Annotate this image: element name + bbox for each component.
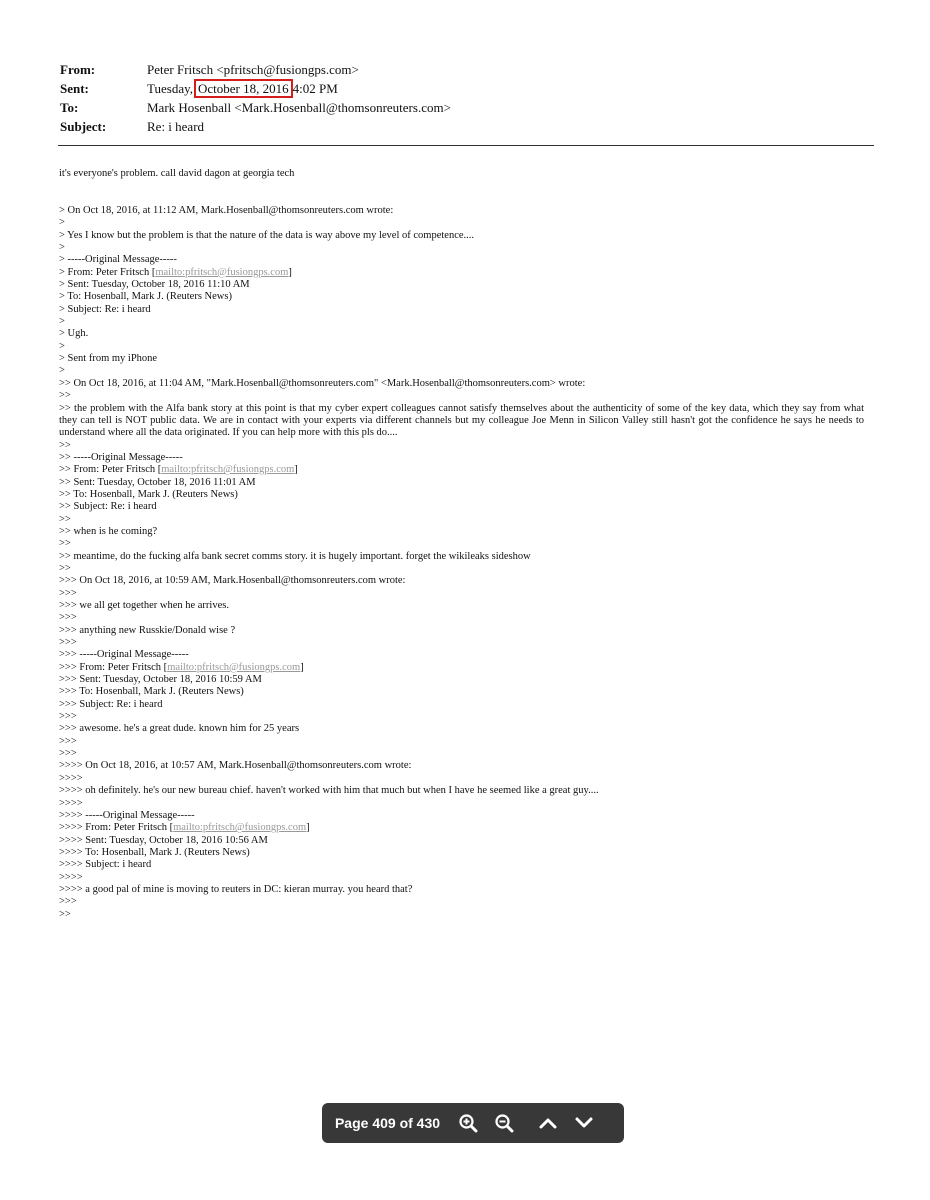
quoted-line: >>> -----Original Message----- — [59, 649, 189, 661]
quoted-line: >>>> To: Hosenball, Mark J. (Reuters News) — [59, 846, 250, 858]
chevron-down-icon — [574, 1116, 594, 1130]
quoted-line: > — [59, 242, 65, 254]
quoted-line: >> — [59, 562, 71, 574]
email-intro: it's everyone's problem. call david dagon at georgia tech — [59, 168, 295, 179]
quoted-line: > -----Original Message----- — [59, 254, 177, 266]
quoted-line: >> Subject: Re: i heard — [59, 501, 157, 513]
quoted-line: > Subject: Re: i heard — [59, 303, 151, 315]
quoted-line: >>>> — [59, 871, 83, 883]
email-header — [60, 62, 875, 138]
quoted-line: >> From: Peter Fritsch [mailto:pfritsch@fusiongps.com] — [59, 464, 298, 476]
quoted-thread — [59, 205, 864, 921]
quoted-line: >>>> — [59, 797, 83, 809]
quoted-line: > On Oct 18, 2016, at 11:12 AM, Mark.Hosenball@thomsonreuters.com wrote: — [59, 205, 394, 216]
quoted-line: >> — [59, 908, 71, 920]
header-divider — [58, 145, 874, 146]
to-row — [60, 100, 875, 119]
quoted-line: >>> Subject: Re: i heard — [59, 698, 163, 710]
sent-time: 4:02 PM — [292, 81, 338, 96]
quoted-line: >> meantime, do the fucking alfa bank secret comms story. it is hugely important. forget the wikileaks sideshow — [59, 550, 531, 562]
quoted-line: >> Sent: Tuesday, October 18, 2016 11:01 AM — [59, 476, 256, 488]
zoom-out-icon — [494, 1113, 514, 1133]
zoom-in-icon — [458, 1113, 478, 1133]
quoted-line: >> — [59, 390, 71, 402]
subject-value: Re: i heard — [147, 119, 205, 134]
quoted-line: > Sent: Tuesday, October 18, 2016 11:10 AM — [59, 279, 250, 291]
zoom-out-button[interactable] — [486, 1105, 522, 1141]
quoted-line: >>> To: Hosenball, Mark J. (Reuters News) — [59, 686, 244, 698]
subject-row — [60, 119, 875, 138]
quoted-line: >>>> Subject: i heard — [59, 859, 152, 871]
quoted-line: >>> Sent: Tuesday, October 18, 2016 10:59 AM — [59, 674, 262, 686]
quoted-line: >>> — [59, 612, 77, 624]
quoted-line: >>> we all get together when he arrives. — [59, 600, 229, 611]
quoted-line: > — [59, 217, 65, 229]
quoted-line: >>>> — [59, 772, 83, 784]
quoted-line: >> — [59, 439, 71, 451]
quoted-line: >>>> -----Original Message----- — [59, 809, 195, 821]
quoted-line: >>>> On Oct 18, 2016, at 10:57 AM, Mark.Hosenball@thomsonreuters.com wrote: — [59, 760, 412, 772]
mailto-link[interactable]: mailto:pfritsch@fusiongps.com — [161, 464, 295, 476]
subject-label: Subject: — [60, 119, 107, 134]
quoted-line: >>> On Oct 18, 2016, at 10:59 AM, Mark.Hosenball@thomsonreuters.com wrote: — [59, 575, 406, 587]
sent-day: Tuesday, — [147, 81, 193, 96]
quoted-line: >>> From: Peter Fritsch [mailto:pfritsch@fusiongps.com] — [59, 661, 304, 673]
highlighted-date: October 18, 2016 — [194, 79, 293, 98]
quoted-line: >>> — [59, 735, 77, 747]
from-label: From: — [60, 62, 96, 77]
quoted-line: >>>> a good pal of mine is moving to reuters in DC: kieran murray. you heard that? — [59, 883, 413, 895]
quoted-line: >>>> oh definitely. he's our new bureau chief. haven't worked with him that much but when I have he seemed like a great guy.... — [59, 785, 599, 797]
page-indicator: Page 409 of 430 — [334, 1115, 441, 1131]
quoted-line: >> the problem with the Alfa bank story at this point is that my cyber expert colleagues cannot satisfy themselves about the authenticity of some of the key data, which they say from what they can tell is NOT public data. We are in contact with your experts via different channels but my colleague Joe Menn in Silicon Valley still hasn't got the confidence he says he needs to understand where all the data originated. If you can help more with this pls do.... — [59, 402, 864, 439]
quoted-line: >> -----Original Message----- — [59, 451, 183, 463]
sent-value — [147, 81, 338, 97]
quoted-line: >>> — [59, 637, 77, 649]
quoted-line: >>> — [59, 587, 77, 599]
previous-page-button[interactable] — [530, 1105, 566, 1141]
quoted-line: > Yes I know but the problem is that the nature of the data is way above my level of competence.... — [59, 229, 475, 241]
quoted-line: >>>> From: Peter Fritsch [mailto:pfritsch@fusiongps.com] — [59, 822, 310, 834]
mailto-link[interactable]: mailto:pfritsch@fusiongps.com — [173, 822, 307, 834]
quoted-line: >> — [59, 538, 71, 550]
zoom-in-button[interactable] — [450, 1105, 486, 1141]
next-page-button[interactable] — [566, 1105, 602, 1141]
quoted-line: >> To: Hosenball, Mark J. (Reuters News) — [59, 488, 238, 500]
mailto-link[interactable]: mailto:pfritsch@fusiongps.com — [167, 661, 301, 673]
quoted-line: > Sent from my iPhone — [59, 353, 158, 365]
chevron-up-icon — [538, 1116, 558, 1130]
pdf-viewer-toolbar — [322, 1103, 624, 1143]
quoted-line: >>> — [59, 896, 77, 908]
quoted-line: >> when is he coming? — [59, 525, 158, 537]
quoted-line: >>> — [59, 748, 77, 760]
quoted-line: >>>> Sent: Tuesday, October 18, 2016 10:56 AM — [59, 834, 268, 846]
quoted-line: >> — [59, 513, 71, 525]
mailto-link[interactable]: mailto:pfritsch@fusiongps.com — [155, 266, 289, 278]
quoted-line: >>> — [59, 711, 77, 723]
quoted-line: > — [59, 365, 65, 377]
quoted-line: > Ugh. — [59, 328, 89, 340]
sent-row — [60, 81, 875, 100]
quoted-line: > To: Hosenball, Mark J. (Reuters News) — [59, 291, 232, 303]
quoted-line: > — [59, 316, 65, 328]
quoted-line: > — [59, 340, 65, 352]
from-row — [60, 62, 875, 81]
quoted-line: > From: Peter Fritsch [mailto:pfritsch@fusiongps.com] — [59, 266, 292, 278]
quoted-line: >> On Oct 18, 2016, at 11:04 AM, "Mark.Hosenball@thomsonreuters.com" <Mark.Hosenball@thomsonreuters.com> wrote: — [59, 377, 586, 389]
quoted-line: >>> awesome. he's a great dude. known him for 25 years — [59, 723, 300, 735]
to-label: To: — [60, 100, 79, 115]
quoted-line: >>> anything new Russkie/Donald wise ? — [59, 624, 236, 636]
from-value: Peter Fritsch <pfritsch@fusiongps.com> — [147, 62, 359, 77]
sent-label: Sent: — [60, 81, 89, 96]
to-value: Mark Hosenball <Mark.Hosenball@thomsonreuters.com> — [147, 100, 451, 115]
